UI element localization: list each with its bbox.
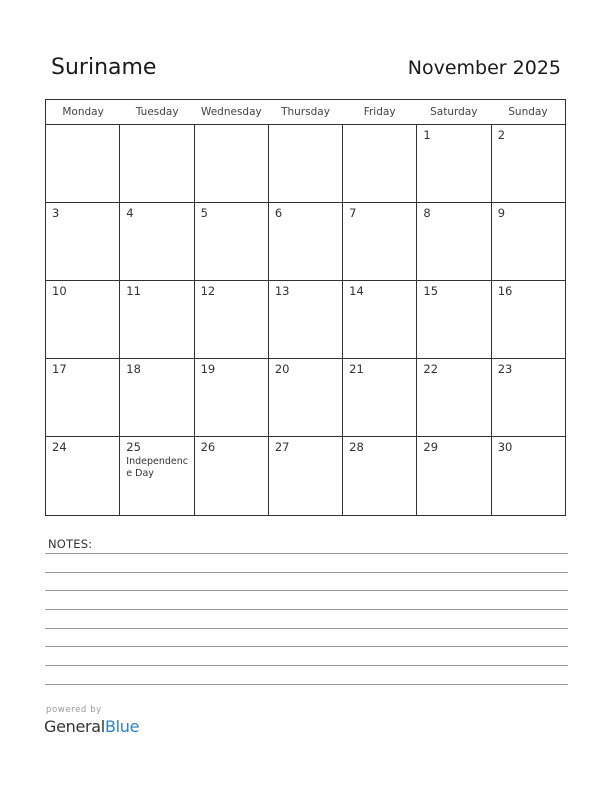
week-row <box>46 359 565 437</box>
weeks-container <box>46 125 565 515</box>
day-cell <box>120 203 194 280</box>
day-cell <box>417 281 491 358</box>
day-number: 3 <box>52 206 60 220</box>
day-cell <box>417 125 491 202</box>
weekday-header-row <box>46 100 565 125</box>
day-number: 16 <box>497 284 513 298</box>
weekday-header: Sunday <box>508 106 548 118</box>
note-line <box>45 572 568 573</box>
day-number: 5 <box>200 206 208 220</box>
day-cell <box>195 437 269 515</box>
day-cell <box>120 281 194 358</box>
day-number: 15 <box>423 284 439 298</box>
holiday-label: Independence Day <box>126 456 188 479</box>
day-number: 19 <box>200 362 216 376</box>
day-number: 30 <box>497 440 513 454</box>
country-title: Suriname <box>51 55 157 80</box>
weekday-header: Tuesday <box>135 106 179 118</box>
day-cell <box>343 203 417 280</box>
day-cell <box>120 359 194 436</box>
day-cell <box>417 437 491 515</box>
day-number: 21 <box>349 362 364 376</box>
powered-by-text: powered by <box>46 705 102 715</box>
day-number: 20 <box>274 362 290 376</box>
day-number: 7 <box>349 206 357 220</box>
day-number: 14 <box>349 284 364 298</box>
day-cell <box>343 437 417 515</box>
day-cell <box>343 359 417 436</box>
day-number: 8 <box>423 206 431 220</box>
day-number: 1 <box>423 128 431 142</box>
note-line <box>45 609 568 610</box>
weekday-header: Friday <box>363 106 396 118</box>
calendar-grid <box>45 99 566 516</box>
day-cell <box>195 203 269 280</box>
day-number: 2 <box>497 128 506 142</box>
note-line <box>45 684 568 685</box>
day-cell <box>120 437 194 515</box>
day-cell <box>195 125 269 202</box>
day-number: 27 <box>274 440 290 454</box>
day-cell <box>46 359 120 436</box>
day-cell <box>343 281 417 358</box>
day-number: 9 <box>497 206 506 220</box>
day-number: 24 <box>52 440 67 454</box>
day-number: 22 <box>423 362 439 376</box>
day-cell <box>492 203 565 280</box>
week-row <box>46 281 565 359</box>
notes-label: NOTES: <box>48 537 93 551</box>
note-line <box>45 628 568 629</box>
brand-logo-second: Blue <box>104 717 140 736</box>
day-cell <box>269 125 343 202</box>
weekday-header: Thursday <box>281 106 330 118</box>
note-line <box>45 646 568 647</box>
week-row <box>46 125 565 203</box>
day-cell <box>269 203 343 280</box>
day-cell <box>492 437 565 515</box>
weekday-header: Wednesday <box>200 106 262 118</box>
day-cell <box>269 437 343 515</box>
day-cell <box>492 281 565 358</box>
month-year-title: November 2025 <box>407 57 561 79</box>
day-number: 28 <box>349 440 364 454</box>
day-number: 23 <box>497 362 513 376</box>
day-number: 13 <box>274 284 290 298</box>
day-number: 18 <box>126 362 141 376</box>
day-cell <box>417 203 491 280</box>
week-row <box>46 203 565 281</box>
day-cell <box>195 359 269 436</box>
weekday-header: Monday <box>62 106 104 118</box>
weekday-header: Saturday <box>430 106 478 118</box>
note-line <box>45 665 568 666</box>
day-number: 6 <box>274 206 283 220</box>
brand-logo <box>44 717 139 736</box>
day-number: 12 <box>200 284 216 298</box>
note-line <box>45 590 568 591</box>
day-cell <box>46 281 120 358</box>
day-cell <box>269 359 343 436</box>
day-cell <box>46 203 120 280</box>
day-cell <box>343 125 417 202</box>
day-cell <box>492 359 565 436</box>
note-line <box>45 553 568 554</box>
day-number: 25 <box>126 440 141 454</box>
day-cell <box>417 359 491 436</box>
day-cell <box>46 437 120 515</box>
day-cell <box>492 125 565 202</box>
day-cell <box>269 281 343 358</box>
day-number: 29 <box>423 440 439 454</box>
day-cell <box>46 125 120 202</box>
day-cell <box>120 125 194 202</box>
day-cell <box>195 281 269 358</box>
day-number: 26 <box>200 440 216 454</box>
day-number: 17 <box>52 362 67 376</box>
week-row <box>46 437 565 515</box>
brand-logo-first: General <box>44 717 105 736</box>
day-number: 11 <box>126 284 141 298</box>
day-number: 10 <box>52 284 67 298</box>
day-number: 4 <box>126 206 134 220</box>
